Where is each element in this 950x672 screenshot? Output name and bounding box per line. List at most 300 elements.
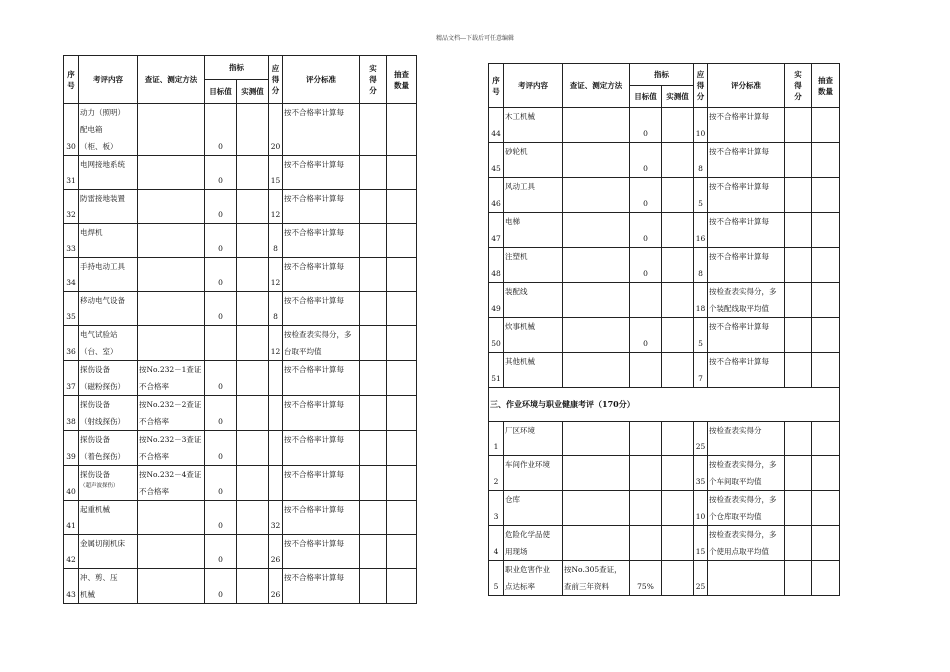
row-due: 26 (269, 569, 283, 604)
row-criteria: 按检查表实得分，多 个装配线取平均值 (708, 283, 785, 318)
header-criteria: 评分标准 (283, 56, 360, 104)
row-number: 40 (64, 466, 79, 501)
row-measured (662, 491, 694, 526)
row-criteria: 按检查表实得分，多 个使用点取平均值 (708, 526, 785, 561)
row-target (630, 456, 662, 491)
row-method (563, 353, 630, 388)
row-criteria: 按不合格率计算每 (283, 156, 360, 190)
row-number: 48 (489, 248, 504, 283)
row-target: 0 (630, 178, 662, 213)
row-method (138, 258, 205, 292)
row-method (563, 143, 630, 178)
header-indicator: 指标 (630, 64, 694, 86)
row-number: 51 (489, 353, 504, 388)
row-number: 39 (64, 431, 79, 466)
right-score-table (488, 63, 840, 596)
row-criteria: 按不合格率计算每 (283, 292, 360, 326)
row-content-text: 电梯 (505, 217, 520, 226)
row-due: 15 (694, 526, 708, 561)
row-sample (387, 431, 417, 466)
row-measured (237, 292, 269, 326)
row-content (79, 292, 138, 326)
row-sample (387, 466, 417, 501)
page-header: 精品文档---下载后可任意编辑 (435, 35, 515, 42)
header-content: 考评内容 (504, 64, 563, 108)
row-sample (387, 292, 417, 326)
row-content (79, 361, 138, 396)
row-number: 44 (489, 108, 504, 143)
row-criteria: 按检查表实得分 (708, 422, 785, 456)
header-method: 查证、测定方法 (138, 56, 205, 104)
row-target: 75% (630, 561, 662, 596)
row-content (79, 326, 138, 361)
row-content-text: 探伤设备 （射线探伤） (80, 400, 125, 426)
header-indicator: 指标 (205, 56, 269, 80)
row-due: 12 (269, 326, 283, 361)
row-sample (812, 248, 840, 283)
row-target: 0 (630, 318, 662, 353)
row-number: 35 (64, 292, 79, 326)
row-content (504, 248, 563, 283)
row-content-text: 厂区环境 (505, 426, 535, 435)
row-sample (812, 213, 840, 248)
row-criteria: 按不合格率计算每 (283, 569, 360, 604)
row-sample (812, 143, 840, 178)
row-measured (662, 143, 694, 178)
row-target: 0 (205, 258, 237, 292)
row-content (504, 561, 563, 596)
row-due: 7 (694, 353, 708, 388)
row-method (563, 491, 630, 526)
row-sample (812, 283, 840, 318)
row-method (138, 569, 205, 604)
row-actual (785, 491, 812, 526)
row-criteria: 按不合格率计算每 (283, 466, 360, 501)
row-due: 16 (694, 213, 708, 248)
row-measured (662, 248, 694, 283)
row-target (630, 526, 662, 561)
row-content-text: 探伤设备 （磁粉探伤） (80, 365, 125, 391)
table-row (64, 224, 417, 258)
row-content (504, 422, 563, 456)
row-criteria: 按不合格率计算每 (283, 224, 360, 258)
row-actual (785, 318, 812, 353)
row-content-text: 风动工具 (505, 182, 535, 191)
row-due: 25 (694, 422, 708, 456)
row-content-text: 动力（照明） 配电箱 （柜、板） (80, 108, 125, 151)
row-target: 0 (205, 501, 237, 535)
row-target: 0 (205, 466, 237, 501)
row-criteria: 按不合格率计算每 (283, 431, 360, 466)
row-due: 15 (269, 156, 283, 190)
row-actual (785, 143, 812, 178)
row-actual (785, 108, 812, 143)
row-actual (360, 569, 387, 604)
row-actual (785, 178, 812, 213)
row-content (504, 213, 563, 248)
row-criteria: 按不合格率计算每 (283, 501, 360, 535)
row-content (504, 456, 563, 491)
row-actual (785, 561, 812, 596)
table-row (64, 396, 417, 431)
row-due: 32 (269, 501, 283, 535)
header-method: 查证、测定方法 (563, 64, 630, 108)
table-row (64, 535, 417, 569)
row-target: 0 (205, 569, 237, 604)
row-content-text: 金属切削机床 (80, 539, 125, 548)
row-method (563, 178, 630, 213)
row-method (138, 326, 205, 361)
header-actual: 实 得 分 (785, 64, 812, 108)
row-measured (237, 361, 269, 396)
row-criteria: 按不合格率计算每 (283, 258, 360, 292)
header-criteria: 评分标准 (708, 64, 785, 108)
row-actual (360, 396, 387, 431)
row-measured (662, 422, 694, 456)
row-actual (360, 361, 387, 396)
left-score-table (63, 55, 417, 604)
table-row (64, 156, 417, 190)
row-actual (360, 535, 387, 569)
row-content-text: 职业危害作业 点达标率 (505, 565, 550, 591)
row-actual (360, 156, 387, 190)
row-measured (662, 283, 694, 318)
row-due: 18 (694, 283, 708, 318)
table-row (64, 258, 417, 292)
table-row (489, 248, 840, 283)
row-due: 8 (269, 292, 283, 326)
table-row (64, 361, 417, 396)
row-number: 47 (489, 213, 504, 248)
row-content (79, 258, 138, 292)
row-due: 25 (694, 561, 708, 596)
row-criteria: 按不合格率计算每 (708, 178, 785, 213)
row-due (269, 431, 283, 466)
row-actual (785, 422, 812, 456)
row-number: 49 (489, 283, 504, 318)
row-criteria: 按不合格率计算每 (283, 104, 360, 156)
row-number: 1 (489, 422, 504, 456)
row-content-text: 木工机械 (505, 112, 535, 121)
row-number: 45 (489, 143, 504, 178)
row-measured (662, 108, 694, 143)
row-content (79, 224, 138, 258)
row-method: 按No.232－2查证 不合格率 (138, 396, 205, 431)
row-sample (387, 258, 417, 292)
row-method (563, 422, 630, 456)
row-content (504, 108, 563, 143)
row-measured (237, 569, 269, 604)
table-row (489, 143, 840, 178)
row-due: 10 (694, 491, 708, 526)
header-target: 目标值 (630, 86, 662, 108)
row-content (79, 190, 138, 224)
row-target: 0 (205, 156, 237, 190)
row-method (138, 224, 205, 258)
row-content-text: 冲、剪、压 机械 (80, 573, 118, 599)
header-sample: 抽查 数量 (387, 56, 417, 104)
table-row (64, 326, 417, 361)
row-number: 38 (64, 396, 79, 431)
row-criteria: 按不合格率计算每 (283, 535, 360, 569)
row-actual (785, 213, 812, 248)
row-number: 2 (489, 456, 504, 491)
table-row (64, 431, 417, 466)
row-target: 0 (205, 224, 237, 258)
row-content-text: 探伤设备 (80, 470, 110, 479)
header-seq: 序 号 (64, 56, 79, 104)
row-actual (785, 456, 812, 491)
row-criteria: 按不合格率计算每 (708, 248, 785, 283)
row-actual (785, 353, 812, 388)
table-row (489, 108, 840, 143)
row-measured (237, 326, 269, 361)
table-row (489, 283, 840, 318)
row-measured (237, 501, 269, 535)
row-measured (237, 156, 269, 190)
row-content-text: 其他机械 (505, 357, 535, 366)
row-sample (812, 456, 840, 491)
row-method (138, 535, 205, 569)
row-method (138, 156, 205, 190)
row-actual (360, 431, 387, 466)
row-content-text: 炊事机械 (505, 322, 535, 331)
row-number: 50 (489, 318, 504, 353)
row-target: 0 (630, 108, 662, 143)
row-sample (812, 353, 840, 388)
row-target (205, 326, 237, 361)
row-number: 43 (64, 569, 79, 604)
row-method (138, 104, 205, 156)
row-sample (812, 561, 840, 596)
row-due: 8 (694, 248, 708, 283)
row-sample (387, 156, 417, 190)
row-method (563, 283, 630, 318)
row-number: 34 (64, 258, 79, 292)
row-criteria: 按不合格率计算每 (283, 190, 360, 224)
row-number: 30 (64, 104, 79, 156)
row-actual (360, 501, 387, 535)
row-number: 46 (489, 178, 504, 213)
row-target: 0 (205, 292, 237, 326)
row-content (504, 283, 563, 318)
row-content-text: 电网接地系统 (80, 160, 125, 169)
row-due: 20 (269, 104, 283, 156)
header-due: 应 得 分 (694, 64, 708, 108)
row-content (79, 104, 138, 156)
row-sample (812, 491, 840, 526)
row-content-note: （超声波探伤） (80, 483, 119, 489)
row-criteria: 按不合格率计算每 (283, 396, 360, 431)
row-measured (237, 190, 269, 224)
section-title-row (489, 388, 840, 422)
row-number: 4 (489, 526, 504, 561)
row-method (138, 501, 205, 535)
row-measured (662, 213, 694, 248)
table-row (489, 353, 840, 388)
row-number: 36 (64, 326, 79, 361)
row-sample (812, 178, 840, 213)
row-sample (387, 326, 417, 361)
row-target: 0 (205, 396, 237, 431)
row-criteria: 按检查表实得分，多 个仓库取平均值 (708, 491, 785, 526)
row-actual (360, 466, 387, 501)
section-title: 三、作业环境与职业健康考评（170分） (489, 388, 840, 422)
row-measured (662, 456, 694, 491)
row-content-text: 起重机械 (80, 505, 110, 514)
row-actual (785, 283, 812, 318)
row-actual (360, 224, 387, 258)
row-content-text: 车间作业环境 (505, 460, 550, 469)
row-sample (387, 501, 417, 535)
row-content (79, 501, 138, 535)
row-number: 5 (489, 561, 504, 596)
row-due: 5 (694, 318, 708, 353)
row-actual (785, 526, 812, 561)
row-content-text: 仓库 (505, 495, 520, 504)
header-measured: 实测值 (237, 80, 269, 104)
table-row (64, 466, 417, 501)
row-content (504, 491, 563, 526)
row-content (504, 143, 563, 178)
row-measured (237, 396, 269, 431)
table-row (489, 213, 840, 248)
row-measured (662, 318, 694, 353)
row-sample (387, 190, 417, 224)
header-due: 应 得 分 (269, 56, 283, 104)
row-criteria: 按不合格率计算每 (708, 108, 785, 143)
row-target: 0 (630, 213, 662, 248)
row-method (563, 526, 630, 561)
row-content (79, 569, 138, 604)
row-content-text: 装配线 (505, 287, 528, 296)
row-content (79, 156, 138, 190)
row-method: 按No.305查证， 查前三年资料 (563, 561, 630, 596)
row-due (269, 466, 283, 501)
row-criteria: 按不合格率计算每 (708, 143, 785, 178)
row-method: 按No.232－3查证 不合格率 (138, 431, 205, 466)
row-due: 10 (694, 108, 708, 143)
row-actual (360, 292, 387, 326)
row-method (138, 292, 205, 326)
row-measured (237, 258, 269, 292)
header-seq: 序 号 (489, 64, 504, 108)
row-content (79, 535, 138, 569)
row-content-text: 防雷接地装置 (80, 194, 125, 203)
row-target: 0 (205, 190, 237, 224)
row-measured (662, 353, 694, 388)
row-method (563, 318, 630, 353)
table-row (64, 104, 417, 156)
row-content (79, 466, 138, 501)
row-content-text: 手持电动工具 (80, 262, 125, 271)
row-content-text: 探伤设备 （着色探伤） (80, 435, 125, 461)
table-row (64, 569, 417, 604)
row-method (138, 190, 205, 224)
row-due (269, 361, 283, 396)
table-row (489, 491, 840, 526)
row-sample (812, 526, 840, 561)
row-content-text: 注塑机 (505, 252, 528, 261)
row-target: 0 (205, 431, 237, 466)
row-target (630, 422, 662, 456)
row-due (269, 396, 283, 431)
row-actual (360, 326, 387, 361)
table-row (489, 318, 840, 353)
row-method: 按No.232－1查证 不合格率 (138, 361, 205, 396)
row-content (79, 396, 138, 431)
row-measured (237, 535, 269, 569)
row-content-text: 危险化学品使 用现场 (505, 530, 550, 556)
row-sample (387, 104, 417, 156)
row-method (563, 108, 630, 143)
row-due: 26 (269, 535, 283, 569)
row-criteria: 按检查表实得分，多 台取平均值 (283, 326, 360, 361)
row-due: 8 (694, 143, 708, 178)
header-actual: 实 得 分 (360, 56, 387, 104)
row-target: 0 (205, 104, 237, 156)
row-sample (387, 224, 417, 258)
row-number: 32 (64, 190, 79, 224)
row-content (504, 353, 563, 388)
table-row (489, 178, 840, 213)
row-actual (360, 258, 387, 292)
table-row (489, 561, 840, 596)
row-due: 5 (694, 178, 708, 213)
row-content-text: 电焊机 (80, 228, 103, 237)
table-row (489, 456, 840, 491)
row-target: 0 (630, 143, 662, 178)
row-target: 0 (205, 361, 237, 396)
header-target: 目标值 (205, 80, 237, 104)
row-sample (387, 361, 417, 396)
row-content (504, 318, 563, 353)
table-row (64, 501, 417, 535)
row-measured (662, 526, 694, 561)
row-measured (237, 431, 269, 466)
row-criteria: 按不合格率计算每 (708, 213, 785, 248)
row-measured (237, 466, 269, 501)
row-due: 35 (694, 456, 708, 491)
row-criteria: 按不合格率计算每 (708, 353, 785, 388)
row-method (563, 248, 630, 283)
table-row (64, 190, 417, 224)
row-due: 8 (269, 224, 283, 258)
row-criteria: 按检查表实得分，多 个车间取平均值 (708, 456, 785, 491)
row-number: 31 (64, 156, 79, 190)
table-row (64, 292, 417, 326)
row-sample (812, 108, 840, 143)
row-sample (387, 396, 417, 431)
row-actual (360, 190, 387, 224)
header-measured: 实测值 (662, 86, 694, 108)
row-number: 33 (64, 224, 79, 258)
row-sample (812, 422, 840, 456)
row-sample (812, 318, 840, 353)
row-actual (360, 104, 387, 156)
row-due: 12 (269, 258, 283, 292)
row-content (79, 431, 138, 466)
row-method: 按No.232－4查证 不合格率 (138, 466, 205, 501)
row-actual (785, 248, 812, 283)
row-content-text: 砂轮机 (505, 147, 528, 156)
row-content-text: 移动电气设备 (80, 296, 125, 305)
row-content (504, 526, 563, 561)
row-criteria: 按不合格率计算每 (708, 318, 785, 353)
row-measured (237, 224, 269, 258)
row-target (630, 283, 662, 318)
row-target (630, 491, 662, 526)
